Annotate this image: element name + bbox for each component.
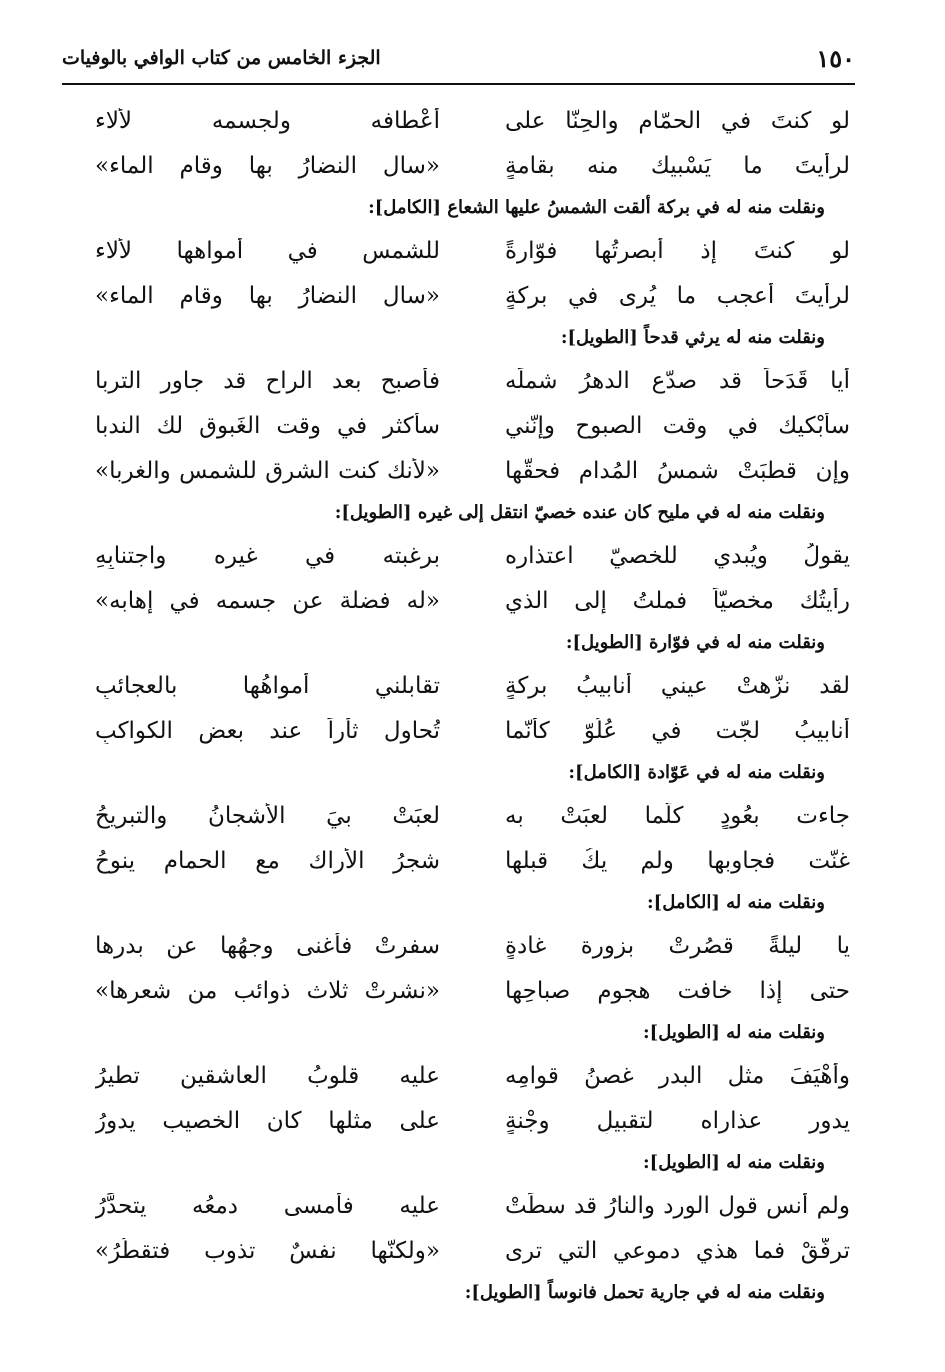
first-hemistich: لرأيتَ أعجب ما يُرى في بركةٍ	[505, 282, 850, 309]
first-hemistich: لقد نزّهتْ عيني أنابيبُ بركةٍ	[505, 672, 850, 699]
first-hemistich: سأبْكيك في وقت الصبوح وإنّني	[505, 412, 850, 439]
first-hemistich: أنابيبُ لجّت في عُلُوّ كأنّما	[505, 717, 850, 744]
poem-introduction: ونقلت منه له في بركة ألقت الشمسُ عليها الشعاع [الكامل]:	[368, 197, 825, 218]
poem-introduction: ونقلت منه له في فوّارة [الطويل]:	[565, 632, 825, 653]
second-hemistich: سفرتْ فأغنى وجهُها عن بدرِها	[95, 932, 440, 959]
verse-line	[95, 358, 850, 403]
poem-introduction: ونقلت منه له في مليح كان عنده خصيّ انتقل إلى غيره [الطويل]:	[334, 502, 825, 523]
second-hemistich: عليه قلوبُ العاشقين تطيرُ	[95, 1062, 440, 1089]
poem-introduction: ونقلت منه له في عَوّادة [الكامل]:	[568, 762, 825, 783]
second-hemistich: شجرُ الأراك مع الحمام ينوحُ	[95, 847, 440, 874]
verse-line	[95, 838, 850, 883]
page-header	[62, 38, 855, 78]
header-rule	[62, 83, 855, 85]
verse-line	[95, 273, 850, 318]
second-hemistich: سأكثر في وقت الغَبوق لك الندبا	[95, 412, 440, 439]
verse-line	[95, 1183, 850, 1228]
first-hemistich: حتى إذا خافت هجوم صباحِها	[505, 977, 850, 1004]
verse-line	[95, 228, 850, 273]
second-hemistich: عليه فأمسى دمعُه يتحدَّرُ	[95, 1192, 440, 1219]
first-hemistich: لو كنتَ في الحمّام والحِنّا على	[505, 107, 850, 134]
poem-introduction: ونقلت منه له في جارية تحمل فانوساً [الطويل]:	[464, 1282, 825, 1303]
verse-line	[95, 143, 850, 188]
second-hemistich: «ولكنّها نفسٌ تذوب فتقطُرُ»	[95, 1237, 440, 1264]
first-hemistich: جاءت بعُودٍ كلّما لعبَتْ به	[505, 802, 850, 829]
verse-line	[95, 708, 850, 753]
poem-introduction: ونقلت منه له [الطويل]:	[643, 1152, 825, 1173]
second-hemistich: «نشرتْ ثلاث ذوائب من شعرِها»	[95, 977, 440, 1004]
second-hemistich: تقابلني أمواهُها بالعجائبِ	[95, 672, 440, 699]
second-hemistich: «لأنك كنت الشرق للشمس والغربا»	[95, 457, 440, 484]
second-hemistich: أعْطافه ولجسمه لألاء	[95, 107, 440, 134]
second-hemistich: على مثلها كان الخصيب يدورُ	[95, 1107, 440, 1134]
verse-line	[95, 923, 850, 968]
verse-line	[95, 1228, 850, 1273]
second-hemistich: لعبَتْ بيَ الأشجانُ والتبريحُ	[95, 802, 440, 829]
first-hemistich: غنّت فجاوبها ولم يكُ قبلها	[505, 847, 850, 874]
second-hemistich: للشمس في أمواهها لألاء	[95, 237, 440, 264]
second-hemistich: «له فضلة عن جسمه في إهابه»	[95, 587, 440, 614]
second-hemistich: تُحاوِل ثأراً عند بعض الكواكبِ	[95, 717, 440, 744]
verse-line	[95, 793, 850, 838]
running-title: الجزء الخامس من كتاب الوافي بالوفيات	[62, 47, 381, 69]
first-hemistich: ترفّقْ فما هذي دموعي التي ترى	[505, 1237, 850, 1264]
verse-line	[95, 968, 850, 1013]
first-hemistich: لرأيتَ ما يَسْبيك منه بقامةٍ	[505, 152, 850, 179]
verse-line	[95, 448, 850, 493]
first-hemistich: يا ليلةً قصُرتْ بزورة غادةٍ	[505, 932, 850, 959]
verse-line	[95, 578, 850, 623]
second-hemistich: برغبته في غيره واجتنابِهِ	[95, 542, 440, 569]
poem-introduction: ونقلت منه له يرثي قدحاً [الطويل]:	[560, 327, 825, 348]
verse-line	[95, 403, 850, 448]
second-hemistich: فأصبح بعد الراح قد جاور التربا	[95, 367, 440, 394]
first-hemistich: يدور عذاراه لتقبيلِ وجْنةٍ	[505, 1107, 850, 1134]
first-hemistich: وإن قطبَتْ شمسُ المُدام فحقّها	[505, 457, 850, 484]
poem-introduction: ونقلت منه له [الكامل]:	[647, 892, 825, 913]
verse-line	[95, 533, 850, 578]
verse-line	[95, 1098, 850, 1143]
first-hemistich: يقولُ ويُبدي للخصيّ اعتذاره	[505, 542, 850, 569]
verse-line	[95, 1053, 850, 1098]
page-number: ١٥٠	[816, 43, 855, 73]
poem-body	[95, 98, 850, 1313]
verse-line	[95, 663, 850, 708]
second-hemistich: «سال النضارُ بها وقام الماء»	[95, 152, 440, 179]
first-hemistich: رأيتُك مخصيّاً فملتُ إلى الذي	[505, 587, 850, 614]
first-hemistich: أيا قَدَحاً قد صدّع الدهرُ شملَه	[505, 367, 850, 394]
poem-introduction: ونقلت منه له [الطويل]:	[643, 1022, 825, 1043]
verse-line	[95, 98, 850, 143]
first-hemistich: لو كنتَ إذ أبصرتُها فوّارةً	[505, 237, 850, 264]
first-hemistich: وأهْيَفَ مثل البدر غصنُ قوامِه	[505, 1062, 850, 1089]
second-hemistich: «سال النضارُ بها وقام الماء»	[95, 282, 440, 309]
first-hemistich: ولم أنس قول الورد والنارُ قد سطَتْ	[505, 1192, 850, 1219]
